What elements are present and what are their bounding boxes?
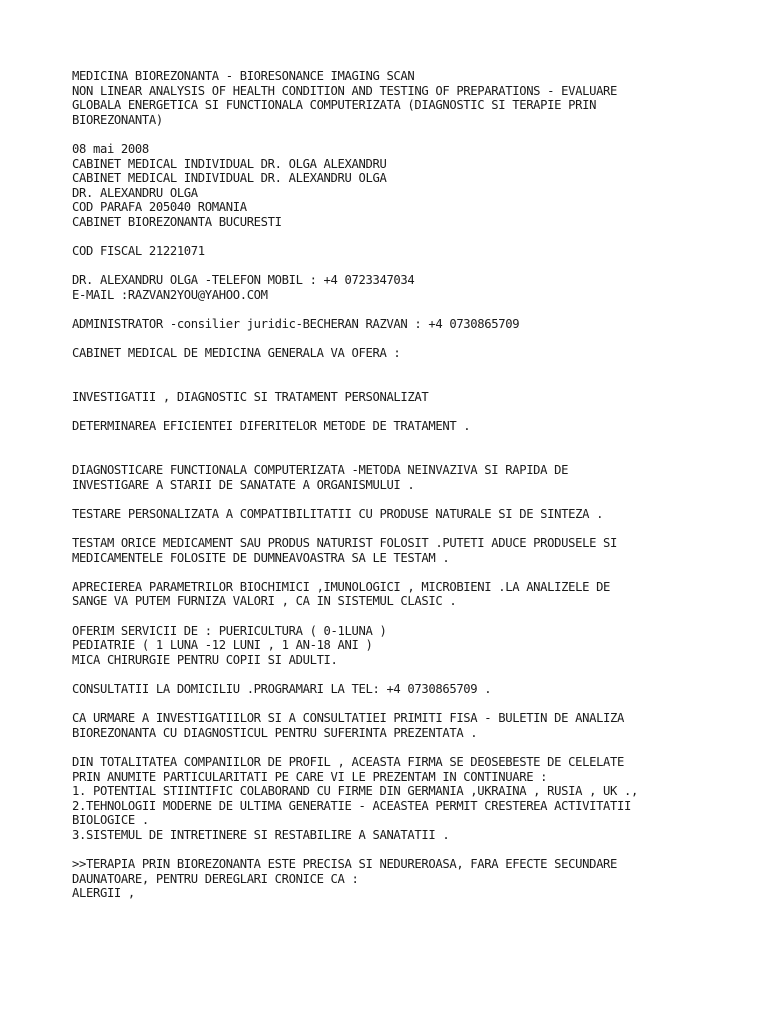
blank-line [72, 492, 752, 507]
blank-line [72, 609, 752, 624]
text-line: CABINET MEDICAL INDIVIDUAL DR. OLGA ALEXANDRU [72, 156, 387, 171]
blank-line [72, 332, 752, 347]
text-line: MICA CHIRURGIE PENTRU COPII SI ADULTI. [72, 652, 338, 667]
text-line: INVESTIGATII , DIAGNOSTIC SI TRATAMENT PERSONALIZAT [72, 390, 429, 405]
text-line: DETERMINAREA EFICIENTEI DIFERITELOR METODE DE TRATAMENT . [72, 419, 471, 434]
text-line: CONSULTATII LA DOMICILIU .PROGRAMARI LA TEL: +4 0730865709 . [72, 681, 492, 696]
text-line: DIN TOTALITATEA COMPANIILOR DE PROFIL , ACEASTA FIRMA SE DEOSEBESTE DE CELELATE [72, 754, 625, 769]
blank-line [72, 434, 752, 449]
blank-line [72, 697, 752, 712]
text-line: NON LINEAR ANALYSIS OF HEALTH CONDITION AND TESTING OF PREPARATIONS - EVALUARE [72, 83, 618, 98]
text-line: BIOLOGICE . [72, 813, 149, 828]
blank-line [72, 361, 752, 376]
blank-line [72, 521, 752, 536]
text-line: CABINET BIOREZONANTA BUCURESTI [72, 214, 282, 229]
text-line: INVESTIGARE A STARII DE SANATATE A ORGANISMULUI . [72, 477, 415, 492]
text-line: COD FISCAL 21221071 [72, 244, 205, 259]
text-line: TESTARE PERSONALIZATA A COMPATIBILITATII CU PRODUSE NATURALE SI DE SINTEZA . [72, 506, 604, 521]
text-line: SANGE VA PUTEM FURNIZA VALORI , CA IN SISTEMUL CLASIC . [72, 594, 457, 609]
blank-line [72, 740, 752, 755]
text-line: APRECIEREA PARAMETRILOR BIOCHIMICI ,IMUNOLOGICI , MICROBIENI .LA ANALIZELE DE [72, 579, 611, 594]
blank-line [72, 259, 752, 274]
text-line: MEDICAMENTELE FOLOSITE DE DUMNEAVOASTRA SA LE TESTAM . [72, 550, 450, 565]
blank-line [72, 565, 752, 580]
text-line: BIOREZONANTA CU DIAGNOSTICUL PENTRU SUFERINTA PREZENTATA . [72, 725, 478, 740]
text-line: 1. POTENTIAL STIINTIFIC COLABORAND CU FIRME DIN GERMANIA ,UKRAINA , RUSIA , UK ., [72, 784, 638, 799]
text-line: ALERGII , [72, 886, 135, 901]
text-line: ADMINISTRATOR -consilier juridic-BECHERAN RAZVAN : +4 0730865709 [72, 317, 520, 332]
text-line: DR. ALEXANDRU OLGA [72, 185, 198, 200]
text-line: MEDICINA BIOREZONANTA - BIORESONANCE IMAGING SCAN [72, 69, 415, 83]
blank-line [72, 127, 752, 142]
blank-line [72, 230, 752, 245]
text-line: E-MAIL :RAZVAN2YOU@YAHOO.COM [72, 287, 268, 302]
text-line: 08 mai 2008 [72, 141, 149, 156]
text-line: GLOBALA ENERGETICA SI FUNCTIONALA COMPUTERIZATA (DIAGNOSTIC SI TERAPIE PRIN [72, 98, 597, 113]
text-line: TESTAM ORICE MEDICAMENT SAU PRODUS NATURIST FOLOSIT .PUTETI ADUCE PRODUSELE SI [72, 536, 618, 550]
blank-line [72, 842, 752, 857]
text-line: DR. ALEXANDRU OLGA -TELEFON MOBIL : +4 0723347034 [72, 273, 415, 288]
text-line: CABINET MEDICAL DE MEDICINA GENERALA VA OFERA : [72, 346, 401, 361]
blank-line [72, 448, 752, 463]
text-line: PRIN ANUMITE PARTICULARITATI PE CARE VI LE PREZENTAM IN CONTINUARE : [72, 769, 548, 784]
text-line: COD PARAFA 205040 ROMANIA [72, 200, 247, 215]
text-line: DIAGNOSTICARE FUNCTIONALA COMPUTERIZATA -METODA NEINVAZIVA SI RAPIDA DE [72, 463, 569, 478]
text-line: CA URMARE A INVESTIGATIILOR SI A CONSULTATIEI PRIMITI FISA - BULETIN DE ANALIZA [72, 711, 625, 726]
document-page [72, 69, 752, 901]
text-line: DAUNATOARE, PENTRU DEREGLARI CRONICE CA : [72, 871, 359, 886]
blank-line [72, 303, 752, 318]
text-line: OFERIM SERVICII DE : PUERICULTURA ( 0-1LUNA ) [72, 623, 387, 638]
blank-line [72, 375, 752, 390]
text-line: 2.TEHNOLOGII MODERNE DE ULTIMA GENERATIE - ACEASTEA PERMIT CRESTEREA ACTIVITATII [72, 798, 632, 813]
text-line: 3.SISTEMUL DE INTRETINERE SI RESTABILIRE A SANATATII . [72, 827, 450, 842]
blank-line [72, 405, 752, 420]
text-line: PEDIATRIE ( 1 LUNA -12 LUNI , 1 AN-18 ANI ) [72, 638, 373, 653]
blank-line [72, 667, 752, 682]
text-line: >>TERAPIA PRIN BIOREZONANTA ESTE PRECISA SI NEDUREROASA, FARA EFECTE SECUNDARE [72, 857, 618, 872]
text-line: BIOREZONANTA) [72, 112, 163, 127]
text-line: CABINET MEDICAL INDIVIDUAL DR. ALEXANDRU OLGA [72, 171, 387, 186]
